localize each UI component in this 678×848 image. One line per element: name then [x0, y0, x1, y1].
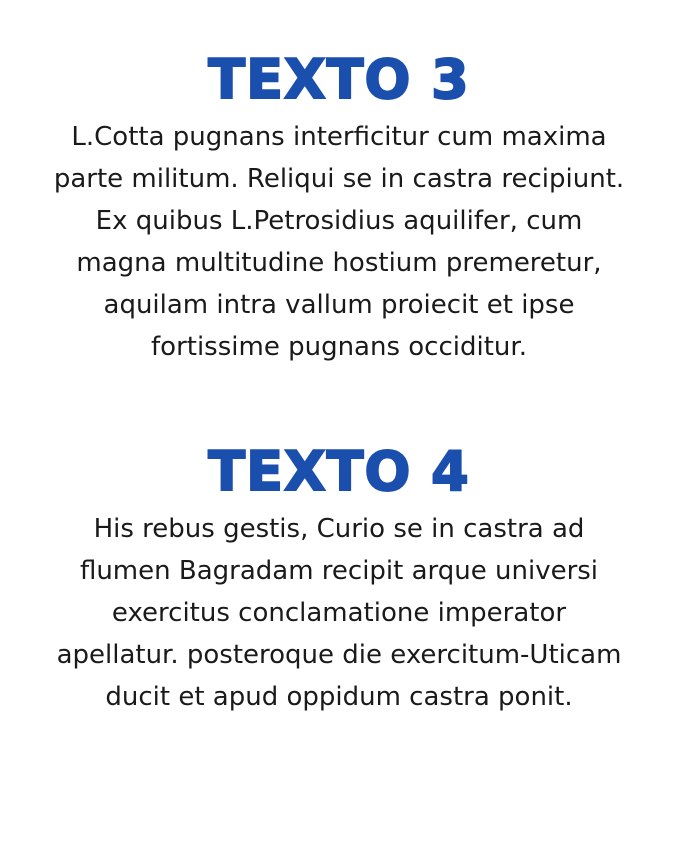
section-texto-4 [40, 440, 638, 718]
section-texto-3 [40, 48, 638, 368]
section-body-text: L.Cotta pugnans interficitur cum maxima parte militum. Reliqui se in castra recipiunt. Ex quibus L.Petrosidius aquilifer, cum magna multitudine hostium premeretur, aquilam intra vallum proiecit et ipse fortissime pugnans occiditur. [53, 122, 625, 362]
section-heading: TEXTO 4 [208, 440, 470, 503]
section-heading: TEXTO 3 [208, 48, 470, 111]
section-body-text: His rebus gestis, Curio se in castra ad flumen Bagradam recipit arque universi exercitus conclamatione imperator apellatur. posteroque die exercitum-Uticam ducit et apud oppidum castra ponit. [56, 514, 622, 712]
